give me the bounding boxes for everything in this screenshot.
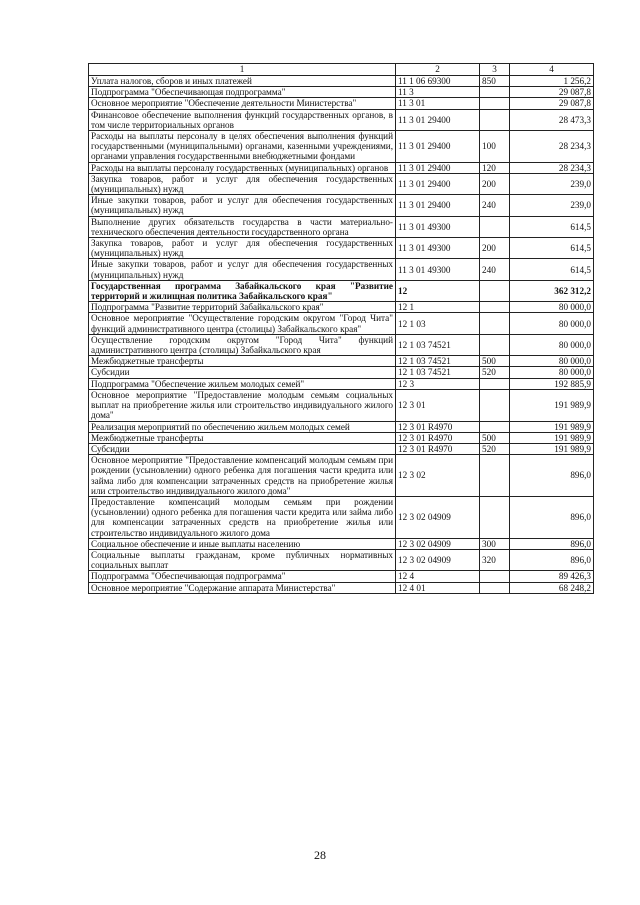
row-name-cell: Уплата налогов, сборов и иных платежей (89, 76, 396, 87)
row-code-cell: 12 4 (396, 571, 480, 582)
table-row (89, 131, 594, 163)
row-amount-cell: 239,0 (510, 195, 594, 216)
row-type-cell: 320 (480, 549, 510, 570)
row-code-cell: 12 3 01 (396, 389, 480, 421)
table-row (89, 216, 594, 237)
row-name-cell: Подпрограмма "Обеспечение жильем молодых семей" (89, 378, 396, 389)
row-code-cell: 11 1 06 69300 (396, 76, 480, 87)
row-name-cell: Расходы на выплаты персоналу государственных (муниципальных) органов (89, 162, 396, 173)
row-name-cell: Основное мероприятие "Содержание аппарата Министерства" (89, 582, 396, 593)
row-amount-cell: 28 473,3 (510, 109, 594, 130)
row-name-cell: Расходы на выплаты персоналу в целях обеспечения выполнения функций государственными (муниципальными) органами, казенными учреждениями, органами управления государственными внебюджетными фондами (89, 131, 396, 163)
table-row (89, 389, 594, 421)
row-amount-cell: 191 989,9 (510, 432, 594, 443)
row-code-cell: 11 3 01 29400 (396, 162, 480, 173)
row-amount-cell: 239,0 (510, 173, 594, 194)
row-name-cell: Социальные выплаты гражданам, кроме публичных нормативных социальных выплат (89, 549, 396, 570)
table-row (89, 195, 594, 216)
row-amount-cell: 896,0 (510, 538, 594, 549)
row-type-cell (480, 334, 510, 355)
row-type-cell: 500 (480, 432, 510, 443)
table-row (89, 173, 594, 194)
row-type-cell (480, 313, 510, 334)
header-row (89, 64, 594, 76)
header-cell-4: 4 (510, 64, 594, 76)
row-code-cell: 12 1 03 74521 (396, 334, 480, 355)
row-name-cell: Основное мероприятие "Предоставление компенсаций молодым семьям при рождении (усыновлении) одного ребенка для погашения части кредита или займа либо для компенсации затраченных средств на приобретение жилья или строительство индивидуального жилого дома" (89, 455, 396, 497)
row-code-cell: 12 1 03 74521 (396, 367, 480, 378)
row-code-cell: 11 3 01 49300 (396, 216, 480, 237)
row-type-cell: 200 (480, 238, 510, 259)
table-row (89, 356, 594, 367)
row-amount-cell: 80 000,0 (510, 367, 594, 378)
table-row (89, 313, 594, 334)
row-name-cell: Подпрограмма "Обеспечивающая подпрограмма" (89, 571, 396, 582)
row-code-cell: 11 3 01 49300 (396, 259, 480, 280)
row-code-cell: 11 3 01 (396, 98, 480, 109)
row-name-cell: Предоставление компенсаций молодым семьям при рождении (усыновлении) одного ребенка для погашения части кредита или займа либо для компенсации затраченных средств на приобретение жилья или строительство индивидуального жилого дома (89, 496, 396, 538)
row-type-cell (480, 280, 510, 301)
table-row (89, 238, 594, 259)
table-row (89, 421, 594, 432)
row-amount-cell: 191 989,9 (510, 389, 594, 421)
row-name-cell: Государственная программа Забайкальского края "Развитие территорий и жилищная политика Забайкальского края" (89, 280, 396, 301)
row-code-cell: 12 3 (396, 378, 480, 389)
row-code-cell: 12 3 01 R4970 (396, 443, 480, 454)
table-row (89, 259, 594, 280)
row-code-cell: 11 3 01 29400 (396, 131, 480, 163)
table-row (89, 432, 594, 443)
row-amount-cell: 1 256,2 (510, 76, 594, 87)
row-code-cell: 12 3 02 04909 (396, 549, 480, 570)
row-amount-cell: 29 087,8 (510, 98, 594, 109)
row-code-cell: 12 4 01 (396, 582, 480, 593)
row-name-cell: Основное мероприятие "Обеспечение деятельности Министерства" (89, 98, 396, 109)
row-amount-cell: 80 000,0 (510, 313, 594, 334)
row-name-cell: Осуществление городским округом "Город Чита" функций административного центра (столицы) Забайкальского края (89, 334, 396, 355)
row-name-cell: Выполнение других обязательств государства в части материально-технического обеспечения деятельности государственного органа (89, 216, 396, 237)
row-name-cell: Реализация мероприятий по обеспечению жильем молодых семей (89, 421, 396, 432)
row-type-cell: 300 (480, 538, 510, 549)
table-row (89, 571, 594, 582)
row-code-cell: 12 1 03 74521 (396, 356, 480, 367)
table-row (89, 367, 594, 378)
row-code-cell: 11 3 01 49300 (396, 238, 480, 259)
table-row (89, 76, 594, 87)
row-type-cell (480, 216, 510, 237)
table-body (89, 64, 594, 594)
table-row (89, 549, 594, 570)
row-type-cell: 240 (480, 259, 510, 280)
row-name-cell: Подпрограмма "Развитие территорий Забайкальского края" (89, 302, 396, 313)
page-number: 28 (314, 848, 326, 862)
row-amount-cell: 89 426,3 (510, 571, 594, 582)
row-amount-cell: 28 234,3 (510, 131, 594, 163)
row-type-cell (480, 378, 510, 389)
row-amount-cell: 191 989,9 (510, 443, 594, 454)
budget-table (88, 63, 594, 594)
row-amount-cell: 896,0 (510, 455, 594, 497)
row-amount-cell: 80 000,0 (510, 334, 594, 355)
row-amount-cell: 192 885,9 (510, 378, 594, 389)
row-name-cell: Субсидии (89, 443, 396, 454)
row-amount-cell: 362 312,2 (510, 280, 594, 301)
row-type-cell (480, 582, 510, 593)
table-row (89, 443, 594, 454)
row-code-cell: 11 3 (396, 87, 480, 98)
row-amount-cell: 614,5 (510, 216, 594, 237)
row-type-cell (480, 421, 510, 432)
row-name-cell: Финансовое обеспечение выполнения функций государственных органов, в том числе территориальных органов (89, 109, 396, 130)
row-amount-cell: 29 087,8 (510, 87, 594, 98)
row-code-cell: 12 1 03 (396, 313, 480, 334)
row-type-cell: 520 (480, 367, 510, 378)
table-row (89, 302, 594, 313)
row-type-cell (480, 571, 510, 582)
row-amount-cell: 28 234,3 (510, 162, 594, 173)
row-amount-cell: 80 000,0 (510, 302, 594, 313)
table-row (89, 378, 594, 389)
table-row (89, 582, 594, 593)
row-code-cell: 12 3 01 R4970 (396, 432, 480, 443)
row-code-cell: 12 3 02 (396, 455, 480, 497)
row-amount-cell: 896,0 (510, 549, 594, 570)
header-cell-3: 3 (480, 64, 510, 76)
row-amount-cell: 896,0 (510, 496, 594, 538)
table-row (89, 162, 594, 173)
table-row (89, 280, 594, 301)
row-name-cell: Социальное обеспечение и иные выплаты населению (89, 538, 396, 549)
header-cell-2: 2 (396, 64, 480, 76)
row-type-cell: 200 (480, 173, 510, 194)
row-code-cell: 12 1 (396, 302, 480, 313)
row-code-cell: 11 3 01 29400 (396, 195, 480, 216)
row-name-cell: Субсидии (89, 367, 396, 378)
row-type-cell (480, 496, 510, 538)
table-row (89, 538, 594, 549)
row-type-cell (480, 302, 510, 313)
row-code-cell: 12 3 02 04909 (396, 538, 480, 549)
row-amount-cell: 614,5 (510, 259, 594, 280)
row-amount-cell: 191 989,9 (510, 421, 594, 432)
row-name-cell: Закупка товаров, работ и услуг для обеспечения государственных (муниципальных) нужд (89, 173, 396, 194)
row-name-cell: Иные закупки товаров, работ и услуг для обеспечения государственных (муниципальных) нужд (89, 195, 396, 216)
row-type-cell (480, 98, 510, 109)
header-cell-1: 1 (89, 64, 396, 76)
row-type-cell (480, 109, 510, 130)
row-type-cell: 100 (480, 131, 510, 163)
row-type-cell: 120 (480, 162, 510, 173)
row-code-cell: 11 3 01 29400 (396, 109, 480, 130)
row-amount-cell: 68 248,2 (510, 582, 594, 593)
row-name-cell: Межбюджетные трансферты (89, 356, 396, 367)
row-code-cell: 12 3 02 04909 (396, 496, 480, 538)
table-row (89, 455, 594, 497)
row-amount-cell: 614,5 (510, 238, 594, 259)
row-type-cell: 500 (480, 356, 510, 367)
table-row (89, 87, 594, 98)
row-name-cell: Основное мероприятие "Осуществление городским округом "Город Чита" функций административного центра (столицы) Забайкальского края" (89, 313, 396, 334)
row-name-cell: Межбюджетные трансферты (89, 432, 396, 443)
table-row (89, 109, 594, 130)
row-name-cell: Иные закупки товаров, работ и услуг для обеспечения государственных (муниципальных) нужд (89, 259, 396, 280)
row-code-cell: 11 3 01 29400 (396, 173, 480, 194)
row-type-cell: 520 (480, 443, 510, 454)
row-name-cell: Подпрограмма "Обеспечивающая подпрограмма" (89, 87, 396, 98)
row-name-cell: Основное мероприятие "Предоставление молодым семьям социальных выплат на приобретение жилья или строительство индивидуального жилого дома" (89, 389, 396, 421)
row-code-cell: 12 (396, 280, 480, 301)
row-type-cell: 850 (480, 76, 510, 87)
table-row (89, 98, 594, 109)
table-row (89, 334, 594, 355)
row-amount-cell: 80 000,0 (510, 356, 594, 367)
row-code-cell: 12 3 01 R4970 (396, 421, 480, 432)
row-type-cell (480, 389, 510, 421)
row-name-cell: Закупка товаров, работ и услуг для обеспечения государственных (муниципальных) нужд (89, 238, 396, 259)
table-row (89, 496, 594, 538)
row-type-cell (480, 455, 510, 497)
row-type-cell: 240 (480, 195, 510, 216)
row-type-cell (480, 87, 510, 98)
